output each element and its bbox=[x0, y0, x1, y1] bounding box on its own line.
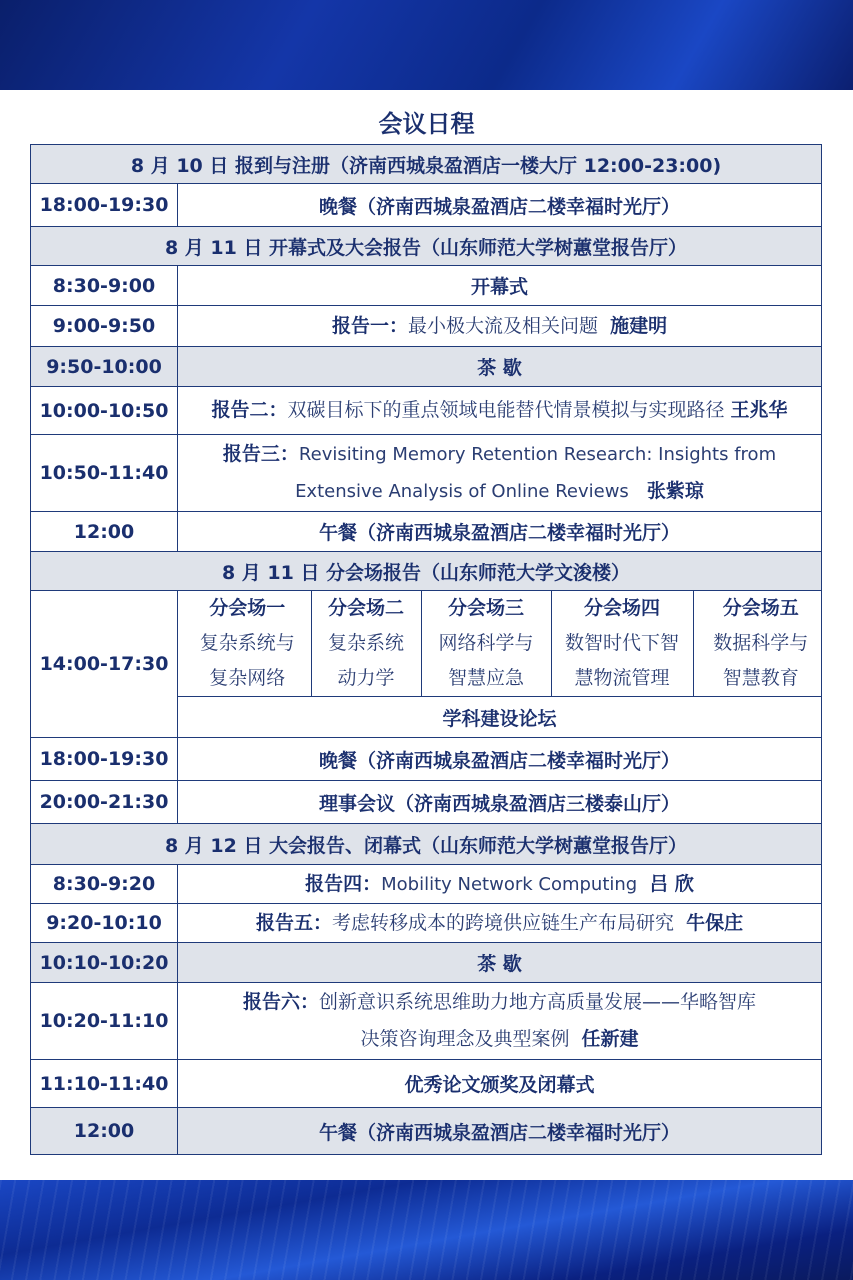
event-cell: 午餐（济南西城泉盈酒店二楼幸福时光厅） bbox=[178, 1108, 822, 1155]
day-header-row bbox=[31, 552, 822, 591]
day-header: 8 月 12 日 大会报告、闭幕式（山东师范大学树蕙堂报告厅） bbox=[31, 824, 822, 865]
session-cell bbox=[311, 591, 421, 696]
report-row bbox=[31, 983, 822, 1060]
sessions-cell bbox=[178, 591, 822, 697]
session-topic: 慧物流管理 bbox=[574, 667, 670, 689]
time-cell: 9:20-10:10 bbox=[31, 904, 178, 943]
break-row bbox=[31, 347, 822, 387]
report-label: 报告一： bbox=[331, 314, 408, 337]
day-header-row bbox=[31, 145, 822, 184]
speaker-name: 王兆华 bbox=[730, 399, 788, 421]
session-name: 分会场二 bbox=[327, 597, 404, 619]
event-cell: 理事会议（济南西城泉盈酒店三楼泰山厅） bbox=[178, 781, 822, 824]
sessions-grid bbox=[184, 591, 828, 696]
report-label: 报告五： bbox=[255, 911, 332, 934]
session-cell bbox=[421, 591, 551, 696]
report-label: 报告三： bbox=[222, 443, 299, 465]
event-cell: 优秀论文颁奖及闭幕式 bbox=[178, 1060, 822, 1108]
report-topic: Mobility Network Computing bbox=[381, 873, 638, 895]
day-header-row bbox=[31, 227, 822, 266]
session-topic: 数智时代下智 bbox=[564, 632, 679, 654]
report-row bbox=[31, 306, 822, 347]
page-title: 会议日程 bbox=[378, 110, 475, 138]
schedule-table bbox=[30, 144, 822, 1155]
bottom-banner bbox=[0, 1180, 853, 1280]
session-topic: 复杂系统与 bbox=[199, 632, 295, 654]
report-topic: 最小极大流及相关问题 bbox=[407, 314, 598, 337]
report-cell bbox=[178, 983, 822, 1060]
day-header: 8 月 11 日 开幕式及大会报告（山东师范大学树蕙堂报告厅） bbox=[31, 227, 822, 266]
report-topic: 决策咨询理念及典型案例 bbox=[360, 1028, 570, 1050]
event-cell: 午餐（济南西城泉盈酒店二楼幸福时光厅） bbox=[178, 512, 822, 552]
session-cell bbox=[693, 591, 828, 696]
report-cell bbox=[178, 435, 822, 512]
event-cell: 茶 歇 bbox=[178, 347, 822, 387]
speaker-name: 牛保庄 bbox=[686, 911, 744, 934]
session-topic: 智慧应急 bbox=[447, 667, 524, 689]
session-topic: 动力学 bbox=[337, 667, 395, 689]
report-topic: Extensive Analysis of Online Reviews bbox=[295, 481, 629, 502]
time-cell: 9:00-9:50 bbox=[31, 306, 178, 347]
session-name: 分会场四 bbox=[583, 597, 660, 619]
report-label: 报告二： bbox=[211, 399, 288, 421]
session-cell bbox=[551, 591, 693, 696]
session-name: 分会场三 bbox=[447, 597, 524, 619]
lunch-row bbox=[31, 1108, 822, 1155]
top-banner bbox=[0, 0, 853, 90]
session-topic: 数据科学与 bbox=[713, 632, 809, 654]
report-row bbox=[31, 387, 822, 435]
time-cell: 18:00-19:30 bbox=[31, 738, 178, 781]
time-cell: 11:10-11:40 bbox=[31, 1060, 178, 1108]
time-cell: 10:10-10:20 bbox=[31, 943, 178, 983]
report-label: 报告四： bbox=[305, 872, 382, 895]
report-topic: 考虑转移成本的跨境供应链生产布局研究 bbox=[331, 911, 674, 934]
session-topic: 复杂网络 bbox=[209, 667, 286, 689]
report-cell bbox=[178, 387, 822, 435]
report-topic: Revisiting Memory Retention Research: Insights from bbox=[298, 444, 777, 465]
time-cell: 10:00-10:50 bbox=[31, 387, 178, 435]
time-cell: 10:20-11:10 bbox=[31, 983, 178, 1060]
session-topic: 复杂系统 bbox=[327, 632, 404, 654]
report-row bbox=[31, 904, 822, 943]
schedule-row bbox=[31, 781, 822, 824]
report-row bbox=[31, 865, 822, 904]
report-cell bbox=[178, 904, 822, 943]
event-cell: 茶 歇 bbox=[178, 943, 822, 983]
time-cell: 12:00 bbox=[31, 1108, 178, 1155]
report-topic: 双碳目标下的重点领域电能替代情景模拟与实现路径 bbox=[287, 399, 725, 421]
event-cell: 晚餐（济南西城泉盈酒店二楼幸福时光厅） bbox=[178, 738, 822, 781]
event-cell: 晚餐（济南西城泉盈酒店二楼幸福时光厅） bbox=[178, 184, 822, 227]
time-cell: 10:50-11:40 bbox=[31, 435, 178, 512]
time-cell: 8:30-9:00 bbox=[31, 266, 178, 306]
session-topic: 智慧教育 bbox=[722, 667, 799, 689]
report-cell bbox=[178, 306, 822, 347]
report-label: 报告六： bbox=[242, 991, 319, 1013]
schedule-row bbox=[31, 184, 822, 227]
time-cell: 12:00 bbox=[31, 512, 178, 552]
day-header: 8 月 10 日 报到与注册（济南西城泉盈酒店一楼大厅 12:00-23:00) bbox=[31, 145, 822, 184]
time-cell: 20:00-21:30 bbox=[31, 781, 178, 824]
sessions-row bbox=[31, 591, 822, 697]
speaker-name: 张紫琼 bbox=[646, 480, 704, 502]
speaker-name: 施建明 bbox=[610, 314, 668, 337]
session-topic: 网络科学与 bbox=[438, 632, 534, 654]
schedule-row bbox=[31, 1060, 822, 1108]
break-row bbox=[31, 943, 822, 983]
report-cell bbox=[178, 865, 822, 904]
time-cell: 9:50-10:00 bbox=[31, 347, 178, 387]
session-cell bbox=[184, 591, 311, 696]
report-topic: 创新意识系统思维助力地方高质量发展——华略智库 bbox=[319, 991, 757, 1013]
time-cell: 18:00-19:30 bbox=[31, 184, 178, 227]
event-cell: 学科建设论坛 bbox=[178, 697, 822, 738]
day-header-row bbox=[31, 824, 822, 865]
lunch-row bbox=[31, 512, 822, 552]
time-cell: 14:00-17:30 bbox=[31, 591, 178, 738]
day-header: 8 月 11 日 分会场报告（山东师范大学文浚楼） bbox=[31, 552, 822, 591]
schedule-row bbox=[31, 738, 822, 781]
time-cell: 8:30-9:20 bbox=[31, 865, 178, 904]
session-name: 分会场五 bbox=[722, 597, 799, 619]
speaker-name: 任新建 bbox=[581, 1028, 639, 1050]
report-row bbox=[31, 435, 822, 512]
schedule-row bbox=[31, 266, 822, 306]
session-name: 分会场一 bbox=[209, 597, 286, 619]
speaker-name: 吕 欣 bbox=[649, 872, 694, 895]
event-cell: 开幕式 bbox=[178, 266, 822, 306]
